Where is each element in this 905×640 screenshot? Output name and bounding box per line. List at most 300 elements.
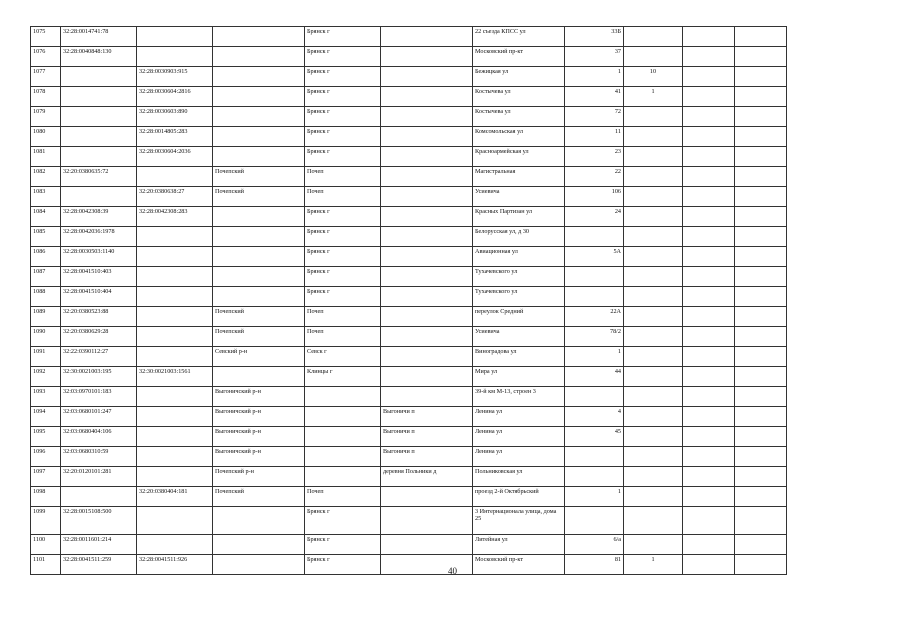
extra-column-1-cell [683,467,735,487]
cadastral-number-land-cell [61,107,137,127]
cadastral-number-land-cell: 32:28:0042036:1978 [61,227,137,247]
city-cell [305,387,381,407]
table-row [31,47,787,67]
table-row [31,27,787,47]
street-cell: Мира ул [473,367,565,387]
cadastral-number-land-cell: 32:28:0011601:214 [61,535,137,555]
settlement-cell [381,107,473,127]
extra-column-1-cell [683,107,735,127]
extra-column-2-cell [735,127,787,147]
building-number-cell [624,287,683,307]
extra-column-1-cell [683,227,735,247]
house-number-cell: 45 [565,427,624,447]
building-number-cell [624,107,683,127]
extra-column-1-cell [683,207,735,227]
building-number-cell [624,367,683,387]
settlement-cell [381,67,473,87]
city-cell: Брянск г [305,507,381,535]
extra-column-1-cell [683,427,735,447]
table-row [31,287,787,307]
settlement-cell [381,227,473,247]
cadastral-number-land-cell: 32:03:0680404:106 [61,427,137,447]
extra-column-1-cell [683,67,735,87]
cadastral-number-building-cell [137,327,213,347]
street-cell: Белорусская ул, д 30 [473,227,565,247]
settlement-cell [381,487,473,507]
house-number-cell: 81 [565,555,624,575]
house-number-cell: 11 [565,127,624,147]
extra-column-1-cell [683,127,735,147]
extra-column-1-cell [683,47,735,67]
extra-column-2-cell [735,207,787,227]
building-number-cell [624,47,683,67]
city-cell [305,447,381,467]
row-number-cell: 1085 [31,227,61,247]
cadastral-number-building-cell: 32:28:0014805:283 [137,127,213,147]
city-cell: Клинцы г [305,367,381,387]
city-cell: Почеп [305,187,381,207]
building-number-cell [624,427,683,447]
city-cell: Брянск г [305,227,381,247]
settlement-cell: деревня Польники д [381,467,473,487]
cadastral-number-land-cell: 32:20:0380629:28 [61,327,137,347]
street-cell: Костычева ул [473,87,565,107]
cadastral-number-building-cell: 32:28:0042308:283 [137,207,213,227]
cadastral-number-building-cell [137,467,213,487]
table-row [31,507,787,535]
city-cell: Брянск г [305,127,381,147]
row-number-cell: 1087 [31,267,61,287]
row-number-cell: 1084 [31,207,61,227]
row-number-cell: 1088 [31,287,61,307]
cadastral-number-land-cell [61,147,137,167]
district-cell [213,47,305,67]
district-cell: Почепский [213,307,305,327]
extra-column-1-cell [683,167,735,187]
row-number-cell: 1090 [31,327,61,347]
settlement-cell [381,167,473,187]
table-row [31,367,787,387]
settlement-cell [381,127,473,147]
row-number-cell: 1101 [31,555,61,575]
settlement-cell [381,287,473,307]
building-number-cell [624,307,683,327]
street-cell: Бежицкая ул [473,67,565,87]
street-cell: Костычева ул [473,107,565,127]
street-cell: Красных Партизан ул [473,207,565,227]
extra-column-1-cell [683,347,735,367]
settlement-cell: Выгоничи п [381,447,473,467]
district-cell [213,535,305,555]
extra-column-1-cell [683,367,735,387]
building-number-cell [624,247,683,267]
city-cell: Брянск г [305,287,381,307]
building-number-cell [624,467,683,487]
extra-column-1-cell [683,407,735,427]
row-number-cell: 1099 [31,507,61,535]
extra-column-2-cell [735,367,787,387]
table-row [31,107,787,127]
row-number-cell: 1097 [31,467,61,487]
cadastral-number-land-cell: 32:03:0680101:247 [61,407,137,427]
cadastral-number-land-cell [61,67,137,87]
house-number-cell [565,467,624,487]
row-number-cell: 1079 [31,107,61,127]
cadastral-number-land-cell: 32:28:0042308:39 [61,207,137,227]
extra-column-2-cell [735,187,787,207]
table-row [31,247,787,267]
cadastral-number-land-cell: 32:28:0041511:259 [61,555,137,575]
extra-column-2-cell [735,267,787,287]
cadastral-number-building-cell [137,247,213,267]
extra-column-1-cell [683,247,735,267]
cadastral-number-building-cell [137,287,213,307]
extra-column-2-cell [735,447,787,467]
building-number-cell [624,387,683,407]
settlement-cell [381,47,473,67]
settlement-cell: Выгоничи п [381,427,473,447]
house-number-cell: 24 [565,207,624,227]
building-number-cell: 1 [624,87,683,107]
district-cell [213,127,305,147]
row-number-cell: 1075 [31,27,61,47]
cadastral-number-building-cell: 32:20:0380638:27 [137,187,213,207]
city-cell: Брянск г [305,555,381,575]
district-cell: Почепский р-н [213,467,305,487]
row-number-cell: 1092 [31,367,61,387]
row-number-cell: 1089 [31,307,61,327]
extra-column-2-cell [735,507,787,535]
cadastral-number-building-cell [137,507,213,535]
house-number-cell: 6/а [565,535,624,555]
settlement-cell [381,327,473,347]
extra-column-1-cell [683,147,735,167]
city-cell: Брянск г [305,247,381,267]
street-cell: Усиевича [473,327,565,347]
extra-column-1-cell [683,187,735,207]
building-number-cell [624,507,683,535]
extra-column-2-cell [735,147,787,167]
cadastral-number-building-cell [137,407,213,427]
house-number-cell [565,287,624,307]
cadastral-number-building-cell: 32:28:0030604:2036 [137,147,213,167]
extra-column-2-cell [735,287,787,307]
extra-column-2-cell [735,67,787,87]
cadastral-number-land-cell [61,87,137,107]
cadastral-number-land-cell [61,127,137,147]
settlement-cell [381,247,473,267]
district-cell [213,507,305,535]
extra-column-1-cell [683,387,735,407]
cadastral-number-building-cell [137,447,213,467]
cadastral-number-building-cell [137,307,213,327]
cadastral-number-land-cell: 32:28:0041510:403 [61,267,137,287]
building-number-cell: 1 [624,555,683,575]
house-number-cell: 37 [565,47,624,67]
row-number-cell: 1076 [31,47,61,67]
extra-column-1-cell [683,27,735,47]
row-number-cell: 1091 [31,347,61,367]
extra-column-2-cell [735,487,787,507]
table-row [31,467,787,487]
house-number-cell [565,507,624,535]
extra-column-1-cell [683,327,735,347]
street-cell: Ленина ул [473,407,565,427]
house-number-cell: 33Б [565,27,624,47]
cadastral-number-land-cell: 32:28:0015108:500 [61,507,137,535]
extra-column-1-cell [683,535,735,555]
table-row [31,67,787,87]
table-row [31,167,787,187]
extra-column-2-cell [735,387,787,407]
settlement-cell [381,187,473,207]
row-number-cell: 1096 [31,447,61,467]
cadastral-number-land-cell: 32:30:0021003:195 [61,367,137,387]
cadastral-number-building-cell [137,47,213,67]
building-number-cell [624,407,683,427]
row-number-cell: 1080 [31,127,61,147]
settlement-cell [381,535,473,555]
extra-column-2-cell [735,407,787,427]
city-cell: Брянск г [305,207,381,227]
city-cell: Брянск г [305,107,381,127]
city-cell: Почеп [305,167,381,187]
district-cell [213,107,305,127]
house-number-cell: 1 [565,67,624,87]
cadastral-number-building-cell: 32:28:0030604:2816 [137,87,213,107]
street-cell: Московский пр-кт [473,47,565,67]
extra-column-2-cell [735,347,787,367]
table-row [31,347,787,367]
city-cell [305,427,381,447]
city-cell: Брянск г [305,147,381,167]
cadastral-number-building-cell [137,347,213,367]
district-cell: Выгоничский р-н [213,387,305,407]
extra-column-2-cell [735,307,787,327]
building-number-cell [624,167,683,187]
house-number-cell [565,227,624,247]
building-number-cell [624,147,683,167]
city-cell: Почеп [305,327,381,347]
district-cell: Выгоничский р-н [213,427,305,447]
district-cell [213,147,305,167]
street-cell: Красноармейская ул [473,147,565,167]
building-number-cell [624,487,683,507]
street-cell: Авиационная ул [473,247,565,267]
district-cell [213,227,305,247]
building-number-cell [624,187,683,207]
district-cell [213,367,305,387]
street-cell: Ленина ул [473,447,565,467]
cadastral-number-building-cell [137,535,213,555]
district-cell [213,87,305,107]
row-number-cell: 1098 [31,487,61,507]
cadastral-number-building-cell [137,167,213,187]
property-table [30,26,787,575]
house-number-cell [565,447,624,467]
table-row [31,207,787,227]
cadastral-number-land-cell: 32:28:0040848:130 [61,47,137,67]
row-number-cell: 1094 [31,407,61,427]
settlement-cell [381,367,473,387]
settlement-cell [381,307,473,327]
extra-column-1-cell [683,87,735,107]
cadastral-number-land-cell: 32:20:0380635:72 [61,167,137,187]
district-cell [213,67,305,87]
extra-column-2-cell [735,47,787,67]
page-number: 40 [448,566,457,576]
cadastral-number-building-cell [137,427,213,447]
table-row [31,187,787,207]
district-cell [213,287,305,307]
district-cell: Почепский [213,327,305,347]
city-cell: Брянск г [305,535,381,555]
house-number-cell: 4 [565,407,624,427]
city-cell: Почеп [305,487,381,507]
street-cell: Тухачевского ул [473,287,565,307]
extra-column-2-cell [735,535,787,555]
cadastral-number-building-cell: 32:30:0021003:1561 [137,367,213,387]
settlement-cell [381,387,473,407]
extra-column-2-cell [735,87,787,107]
street-cell: Литейная ул [473,535,565,555]
row-number-cell: 1093 [31,387,61,407]
settlement-cell [381,27,473,47]
settlement-cell [381,267,473,287]
cadastral-number-building-cell: 32:28:0030603:890 [137,107,213,127]
extra-column-1-cell [683,307,735,327]
cadastral-number-land-cell: 32:22:0390112:27 [61,347,137,367]
district-cell: Севский р-н [213,347,305,367]
city-cell: Севск г [305,347,381,367]
row-number-cell: 1081 [31,147,61,167]
table-row [31,227,787,247]
house-number-cell [565,387,624,407]
row-number-cell: 1082 [31,167,61,187]
settlement-cell [381,207,473,227]
settlement-cell: Выгоничи п [381,407,473,427]
house-number-cell: 5А [565,247,624,267]
street-cell: 22 съезда КПСС ул [473,27,565,47]
house-number-cell [565,267,624,287]
city-cell [305,407,381,427]
extra-column-2-cell [735,27,787,47]
row-number-cell: 1095 [31,427,61,447]
cadastral-number-land-cell: 32:20:0380523:88 [61,307,137,327]
street-cell: 3 Интернационала улица, дома 25 [473,507,565,535]
row-number-cell: 1077 [31,67,61,87]
table-row [31,307,787,327]
house-number-cell: 22 [565,167,624,187]
street-cell: Комсомольская ул [473,127,565,147]
settlement-cell [381,87,473,107]
cadastral-number-land-cell: 32:28:0014741:78 [61,27,137,47]
district-cell: Почепский [213,487,305,507]
district-cell [213,207,305,227]
city-cell: Брянск г [305,67,381,87]
table-row [31,535,787,555]
house-number-cell: 72 [565,107,624,127]
table-row [31,447,787,467]
district-cell [213,267,305,287]
cadastral-number-building-cell [137,387,213,407]
house-number-cell: 41 [565,87,624,107]
building-number-cell [624,27,683,47]
cadastral-number-land-cell: 32:28:0041510:404 [61,287,137,307]
settlement-cell [381,147,473,167]
street-cell: переулок Средний [473,307,565,327]
cadastral-number-building-cell [137,267,213,287]
district-cell: Выгоничский р-н [213,407,305,427]
street-cell: Усиевича [473,187,565,207]
table-row [31,87,787,107]
cadastral-number-building-cell: 32:20:0380404:181 [137,487,213,507]
street-cell: Виноградова ул [473,347,565,367]
table-row [31,267,787,287]
table-row [31,127,787,147]
cadastral-number-land-cell [61,487,137,507]
building-number-cell [624,347,683,367]
street-cell: Польниковская ул [473,467,565,487]
row-number-cell: 1100 [31,535,61,555]
street-cell: Московский пр-кт [473,555,565,575]
cadastral-number-land-cell: 32:03:0970101:183 [61,387,137,407]
street-cell: Ленина ул [473,427,565,447]
cadastral-number-land-cell: 32:03:0680310:59 [61,447,137,467]
house-number-cell: 23 [565,147,624,167]
street-cell: Тухачевского ул [473,267,565,287]
street-cell: Магистральная [473,167,565,187]
extra-column-2-cell [735,467,787,487]
extra-column-1-cell [683,447,735,467]
extra-column-2-cell [735,227,787,247]
extra-column-2-cell [735,327,787,347]
building-number-cell [624,207,683,227]
street-cell: проезд 2-й Октябрьский [473,487,565,507]
cadastral-number-building-cell [137,227,213,247]
extra-column-2-cell [735,107,787,127]
building-number-cell [624,127,683,147]
extra-column-2-cell [735,247,787,267]
extra-column-1-cell [683,267,735,287]
house-number-cell: 1 [565,347,624,367]
table-row [31,487,787,507]
extra-column-1-cell [683,507,735,535]
building-number-cell [624,327,683,347]
city-cell: Брянск г [305,27,381,47]
cadastral-number-land-cell: 32:28:0030503:1140 [61,247,137,267]
house-number-cell: 1 [565,487,624,507]
building-number-cell [624,227,683,247]
extra-column-1-cell [683,287,735,307]
row-number-cell: 1086 [31,247,61,267]
house-number-cell: 78/2 [565,327,624,347]
district-cell [213,247,305,267]
house-number-cell: 106 [565,187,624,207]
city-cell: Брянск г [305,267,381,287]
city-cell [305,467,381,487]
extra-column-2-cell [735,167,787,187]
city-cell: Брянск г [305,87,381,107]
district-cell [213,27,305,47]
table-row [31,387,787,407]
extra-column-2-cell [735,427,787,447]
table-row [31,147,787,167]
cadastral-number-building-cell: 32:28:0030903:915 [137,67,213,87]
table-row [31,427,787,447]
district-cell: Выгоничский р-н [213,447,305,467]
settlement-cell [381,347,473,367]
